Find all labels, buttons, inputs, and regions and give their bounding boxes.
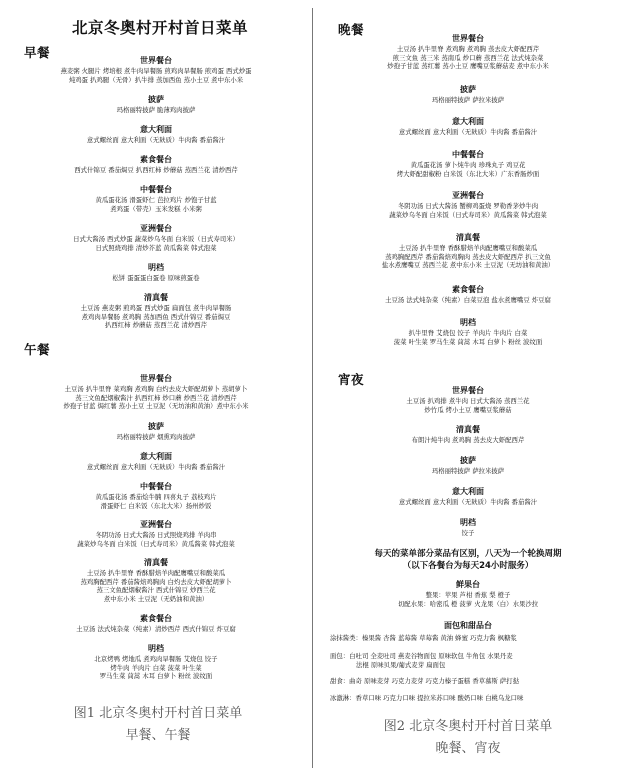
section-title: 明档 bbox=[148, 263, 164, 272]
section-title: 清真餐 bbox=[456, 425, 480, 434]
dinner-vegetarian bbox=[318, 285, 618, 305]
caption-line: 早餐、午餐 bbox=[125, 728, 191, 743]
menu-line: 炒孢子甘蓝 蒸红薯 蒸小土豆 鹰嘴豆浆蘑菇麦 煮中东小米 bbox=[387, 62, 549, 71]
section-title: 明档 bbox=[460, 318, 476, 327]
section-title: 披萨 bbox=[148, 422, 164, 431]
menu-line: 滑蛋虾仁 白米饭（东北大米）扬州炒饭 bbox=[100, 501, 212, 510]
section-title: 意大利面 bbox=[140, 125, 172, 134]
section-title: 中餐餐台 bbox=[140, 185, 172, 194]
menu-line: 烤大虾配甜椒粉 白米饭（东北大米）广东香肠炒面 bbox=[396, 169, 540, 178]
menu-line: 土豆汤 扒牛里脊 煮鸡胸 煮鸡胸 蒸去皮大虾配西芹 bbox=[396, 45, 540, 53]
menu-title: 北京冬奥村开村首日菜单 bbox=[71, 19, 248, 37]
menu-line: 布朗汁炖牛肉 煮鸡胸 蒸去皮大虾配西芹 bbox=[411, 436, 525, 444]
lunch-halal bbox=[6, 558, 306, 603]
lunch-chinese bbox=[6, 482, 306, 510]
breakfast-pasta bbox=[6, 125, 306, 145]
dinner-live-station bbox=[318, 318, 618, 346]
menu-line: 北京烤鸭 烤地瓜 煮鸡肉旱餐肠 艾烧包 饺子 bbox=[94, 655, 218, 663]
dinner-heading: 晚餐 bbox=[338, 22, 365, 37]
menu-line: 土豆汤 扒牛里脊 香酥腊焙羊肉配鹰嘴豆和酸菜瓜 bbox=[86, 569, 226, 577]
lunch-heading: 午餐 bbox=[24, 342, 51, 357]
menu-line: 蔬菜炒乌冬面 白米饭（日式寿司米）黄瓜酱菜 韩式泡菜 bbox=[389, 210, 547, 219]
menu-line: 罗马生菜 茼蒿 木耳 白萝卜 粉丝 波纹面 bbox=[99, 672, 213, 681]
menu-line: 土豆汤 扒鸡排 煮牛肉 日式大酱汤 蒸西兰花 bbox=[406, 397, 530, 405]
dinner-halal bbox=[318, 233, 618, 270]
section-title: 清真餐 bbox=[456, 233, 480, 242]
dinner-pasta bbox=[318, 117, 618, 137]
section-title: 素食餐台 bbox=[452, 285, 484, 294]
column-divider bbox=[312, 8, 313, 768]
menu-line: 日式大酱汤 西式炒蛋 蔬菜炒乌冬面 白米饭（日式寿司米） bbox=[73, 235, 239, 243]
lunch-live-station bbox=[6, 644, 306, 681]
menu-line: 炒孢子甘蓝 焗红薯 蒸小土豆 土豆泥（无坊油和黄油）煮中东小米 bbox=[63, 402, 249, 411]
breakfast-chinese bbox=[6, 185, 306, 213]
lunch-asian bbox=[6, 520, 306, 548]
bread-row-continued: 法棍 原味贝果/葡式麦芽 扁面包 bbox=[356, 661, 446, 669]
section-title: 亚洲餐台 bbox=[140, 224, 172, 233]
caption-line: 晚餐、宵夜 bbox=[435, 741, 501, 756]
lunch-world-station bbox=[6, 374, 306, 411]
menu-line: 日式照烧鸡排 清炒芥蓝 黄瓜酱菜 韩式泡菜 bbox=[95, 243, 217, 252]
menu-line: 蔬菜炒乌冬面 白米饭（日式寿司米）黄瓜酱菜 韩式泡菜 bbox=[77, 539, 235, 548]
menu-line: 土豆汤 燕麦粥 煎鸡蛋 西式炒蛋 扁面包 煮牛肉旱餐肠 bbox=[80, 304, 232, 312]
menu-line: 玛格丽特披萨 萨拉米披萨 bbox=[431, 467, 505, 475]
section-title: 披萨 bbox=[148, 95, 164, 104]
desserts-row: 甜食：曲奇 原味麦芽 巧克力麦芽 巧克力榛子蛋糕 香草慕斯 萨打挞 bbox=[330, 677, 520, 685]
figure-2-caption bbox=[318, 716, 618, 760]
menu-line: 意式螺丝面 意大利面（无麸质）牛肉酱 番茄酱汁 bbox=[86, 136, 226, 144]
menu-line: 煮鸡肉旱餐肠 煮鸡胸 蒸加西鱼 西式什锦豆 番茄焗豆 bbox=[81, 312, 231, 321]
menu-line: 煮中东小米 土豆泥（无奶油和黄油） bbox=[103, 594, 209, 603]
notice-line: （以下各餐台为每天24小时服务） bbox=[402, 561, 534, 571]
menu-line: 燕麦粥 火腿片 烤培根 煮牛肉旱餐肠 煎鸡肉旱餐肠 煎鸡蛋 西式炒蛋 bbox=[60, 67, 252, 75]
menu-line: 饺子 bbox=[461, 529, 475, 537]
fruit-station bbox=[318, 580, 618, 608]
figure-1-caption bbox=[8, 703, 308, 747]
breakfast-halal bbox=[6, 293, 306, 330]
menu-line: 冬阴功汤 日式大酱汤 日式照烧鸡排 羊肉串 bbox=[95, 531, 217, 539]
menu-line: 意式螺丝面 意大利面（无麸质）牛肉酱 番茄酱汁 bbox=[86, 463, 226, 471]
menu-line: 煎三文鱼 蒸三米 蒸南瓜 炒口蘑 蒸西兰花 法式炖杂菜 bbox=[392, 53, 544, 62]
menu-line: 扒牛里脊 艾烧包 饺子 羊肉片 牛肉片 白菜 bbox=[408, 329, 528, 337]
supper-heading: 宵夜 bbox=[338, 372, 365, 387]
menu-line: 扒西红柿 炒蘑菇 蒸西兰花 清炒西芹 bbox=[105, 321, 207, 330]
section-title: 面包和甜品台 bbox=[444, 621, 492, 630]
section-title: 清真餐 bbox=[144, 293, 168, 302]
section-title: 亚洲餐台 bbox=[452, 191, 484, 200]
breakfast-pizza bbox=[6, 95, 306, 115]
menu-line: 黄瓜蛋花汤 萝卜炖牛肉 珍珠丸子 鸡豆花 bbox=[410, 161, 526, 169]
dinner-chinese bbox=[318, 150, 618, 178]
lunch-pizza bbox=[6, 422, 306, 442]
menu-line: 玛格丽特披萨 萨拉米披萨 bbox=[431, 96, 505, 104]
menu-line: 玛格丽特披萨 烟熏鸡肉披萨 bbox=[116, 433, 196, 441]
section-title: 亚洲餐台 bbox=[140, 520, 172, 529]
section-title: 披萨 bbox=[460, 85, 476, 94]
menu-figure-2 bbox=[318, 0, 622, 773]
menu-line: 土豆汤 法式炖杂菜（纯素）白菜豆泡 盐水煮鹰嘴豆 炸豆腐 bbox=[385, 296, 551, 304]
supper-pizza bbox=[318, 456, 618, 476]
menu-line: 炒竹瓜 烤小土豆 鹰嘴豆浆蘑菇 bbox=[424, 405, 512, 414]
menu-line: 土豆汤 法式炖杂菜（纯素）清炒西芹 西式什锦豆 炸豆腐 bbox=[76, 625, 236, 633]
section-title: 意大利面 bbox=[140, 452, 172, 461]
section-title: 鲜果台 bbox=[456, 580, 480, 589]
menu-line: 烤牛肉 羊肉片 白菜 菠菜 叶生菜 bbox=[110, 663, 202, 672]
menu-line: 炖鸡蛋 扒鸡腿（无骨）扒牛排 蒸加西鱼 蒸小土豆 煮中东小米 bbox=[68, 75, 244, 84]
menu-line: 盐水煮鹰嘴豆 蒸西兰花 煮中东小米 土豆泥（无坊油和黄油） bbox=[381, 261, 555, 270]
menu-line: 蒸三文鱼配烟椒酱汁 西式什锦豆 炒西兰花 bbox=[96, 586, 216, 595]
menu-line: 煮鸡蛋（带壳）玉米发糕 小米粥 bbox=[110, 204, 202, 213]
caption-line: 图1 北京冬奥村开村首日菜单 bbox=[73, 706, 243, 721]
menu-line: 蒸鸡胸配西芹 番茄酱焙鸡胸肉 白灼去皮大虾配胡萝卜 bbox=[80, 577, 232, 586]
menu-line: 玛格丽特披萨 脆薄鸡肉披萨 bbox=[116, 106, 196, 114]
menu-line: 整果：苹果 芦柑 香蕉 梨 橙子 bbox=[425, 591, 511, 599]
supper-halal bbox=[318, 425, 618, 445]
section-title: 世界餐台 bbox=[140, 374, 172, 383]
notice-line: 每天的菜单部分菜品有区别，八天为一个轮换周期 bbox=[374, 549, 562, 559]
menu-line: 意式螺丝面 意大利面（无麸质）牛肉酱 番茄酱汁 bbox=[398, 498, 538, 506]
ice-cream-row: 冰激淋：香草口味 巧克力口味 提拉米苏口味 酸奶口味 白桃乌龙口味 bbox=[330, 694, 524, 702]
section-title: 素食餐台 bbox=[140, 614, 172, 623]
menu-line: 菠菜 叶生菜 罗马生菜 茼蒿 木耳 白萝卜 粉丝 波纹面 bbox=[393, 337, 543, 346]
menu-figure-1 bbox=[6, 0, 310, 773]
breakfast-asian bbox=[6, 224, 306, 252]
section-title: 明档 bbox=[148, 644, 164, 653]
menu-line: 蒸鸡胸配西芹 番茄酱焙鸡胸肉 蒸去皮大虾配西芹 扒三文鱼 bbox=[385, 252, 551, 261]
rotation-notice bbox=[318, 548, 618, 572]
section-title: 披萨 bbox=[460, 456, 476, 465]
supper-pasta bbox=[318, 487, 618, 507]
supper-world-station bbox=[318, 386, 618, 414]
menu-line: 土豆汤 扒牛里脊 菜鸡胸 煮鸡胸 白灼去皮大虾配胡萝卜 蒸胡萝卜 bbox=[64, 385, 248, 393]
breakfast-world-station bbox=[6, 56, 306, 84]
breakfast-vegetarian bbox=[6, 155, 306, 175]
section-title: 意大利面 bbox=[452, 117, 484, 126]
menu-line: 西式什锦豆 番茄焗豆 扒西红柿 炒蘑菇 蒸西兰花 清炒西芹 bbox=[74, 166, 238, 174]
dinner-pizza bbox=[318, 85, 618, 105]
section-title: 意大利面 bbox=[452, 487, 484, 496]
menu-line: 土豆汤 扒牛里脊 香酥腊焙羊肉配鹰嘴豆和酸菜瓜 bbox=[398, 244, 538, 252]
menu-line: 冬阴功汤 日式大酱汤 蟹柳鸡蛋烧 罗勒香茅炒牛肉 bbox=[397, 202, 539, 210]
dinner-asian bbox=[318, 191, 618, 219]
menu-line: 蒸三文鱼配烟椒酱汁 扒西红柿 炒口蘑 炒西兰花 清炒西芹 bbox=[75, 393, 237, 402]
section-title: 素食餐台 bbox=[140, 155, 172, 164]
section-title: 清真餐 bbox=[144, 558, 168, 567]
lunch-pasta bbox=[6, 452, 306, 472]
bread-dessert-station bbox=[318, 621, 618, 632]
menu-line: 黄瓜蛋花汤 滑蛋虾仁 芭拉鸡片 炒饱子甘蓝 bbox=[95, 196, 217, 204]
dinner-world-station bbox=[318, 34, 618, 71]
spreads-row: 涂抹酱类：榛果酱 杏酱 蓝莓酱 草莓酱 黄油 蜂蜜 巧克力酱 枫糖浆 bbox=[330, 634, 517, 642]
menu-line: 意式螺丝面 意大利面（无麸质）牛肉酱 番茄酱汁 bbox=[398, 128, 538, 136]
lunch-vegetarian bbox=[6, 614, 306, 634]
menu-line: 松饼 蛋蛋蛋白蛋卷 原味煎蛋卷 bbox=[112, 274, 200, 282]
section-title: 明档 bbox=[460, 518, 476, 527]
menu-line: 黄瓜蛋花汤 番茄烩牛腩 四喜丸子 荔枝鸡片 bbox=[95, 493, 217, 501]
caption-line: 图2 北京冬奥村开村首日菜单 bbox=[383, 719, 553, 734]
section-title: 世界餐台 bbox=[452, 386, 484, 395]
section-title: 世界餐台 bbox=[140, 56, 172, 65]
breakfast-live-station bbox=[6, 263, 306, 283]
supper-live-station bbox=[318, 518, 618, 538]
section-title: 中餐餐台 bbox=[140, 482, 172, 491]
section-title: 中餐餐台 bbox=[452, 150, 484, 159]
breakfast-heading: 早餐 bbox=[24, 45, 51, 60]
menu-line: 切配水果：哈密瓜 橙 菠萝 火龙果（白）水果沙拉 bbox=[397, 599, 539, 608]
section-title: 世界餐台 bbox=[452, 34, 484, 43]
bread-row: 面包：白吐司 全麦吐司 燕麦谷物面包 原味软包 牛角包 水果丹麦 bbox=[330, 652, 513, 660]
